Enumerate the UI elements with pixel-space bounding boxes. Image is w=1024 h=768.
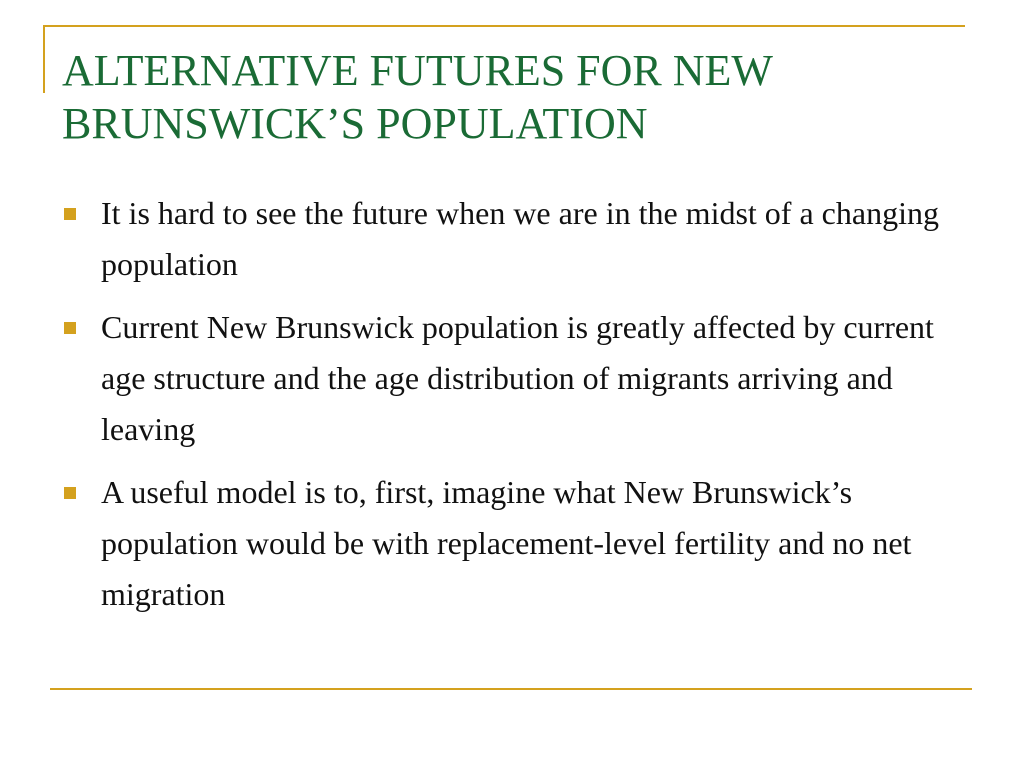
bullet-item (62, 467, 972, 620)
square-bullet-icon (64, 322, 76, 334)
slide-title: ALTERNATIVE FUTURES FOR NEW BRUNSWICK’S POPULATION (62, 46, 773, 148)
bullet-text: It is hard to see the future when we are in the midst of a changing population (101, 195, 939, 282)
bullet-text: A useful model is to, first, imagine what New Brunswick’s population would be with replacement-level fertility and no net migration (101, 474, 912, 612)
bullet-list (62, 188, 972, 632)
left-accent-line (43, 25, 45, 93)
bottom-accent-line (50, 688, 972, 690)
bullet-item (62, 302, 972, 455)
bullet-item (62, 188, 972, 290)
square-bullet-icon (64, 487, 76, 499)
bullet-text: Current New Brunswick population is greatly affected by current age structure and the age distribution of migrants arriving and leaving (101, 309, 934, 447)
square-bullet-icon (64, 208, 76, 220)
top-accent-line (43, 25, 965, 27)
